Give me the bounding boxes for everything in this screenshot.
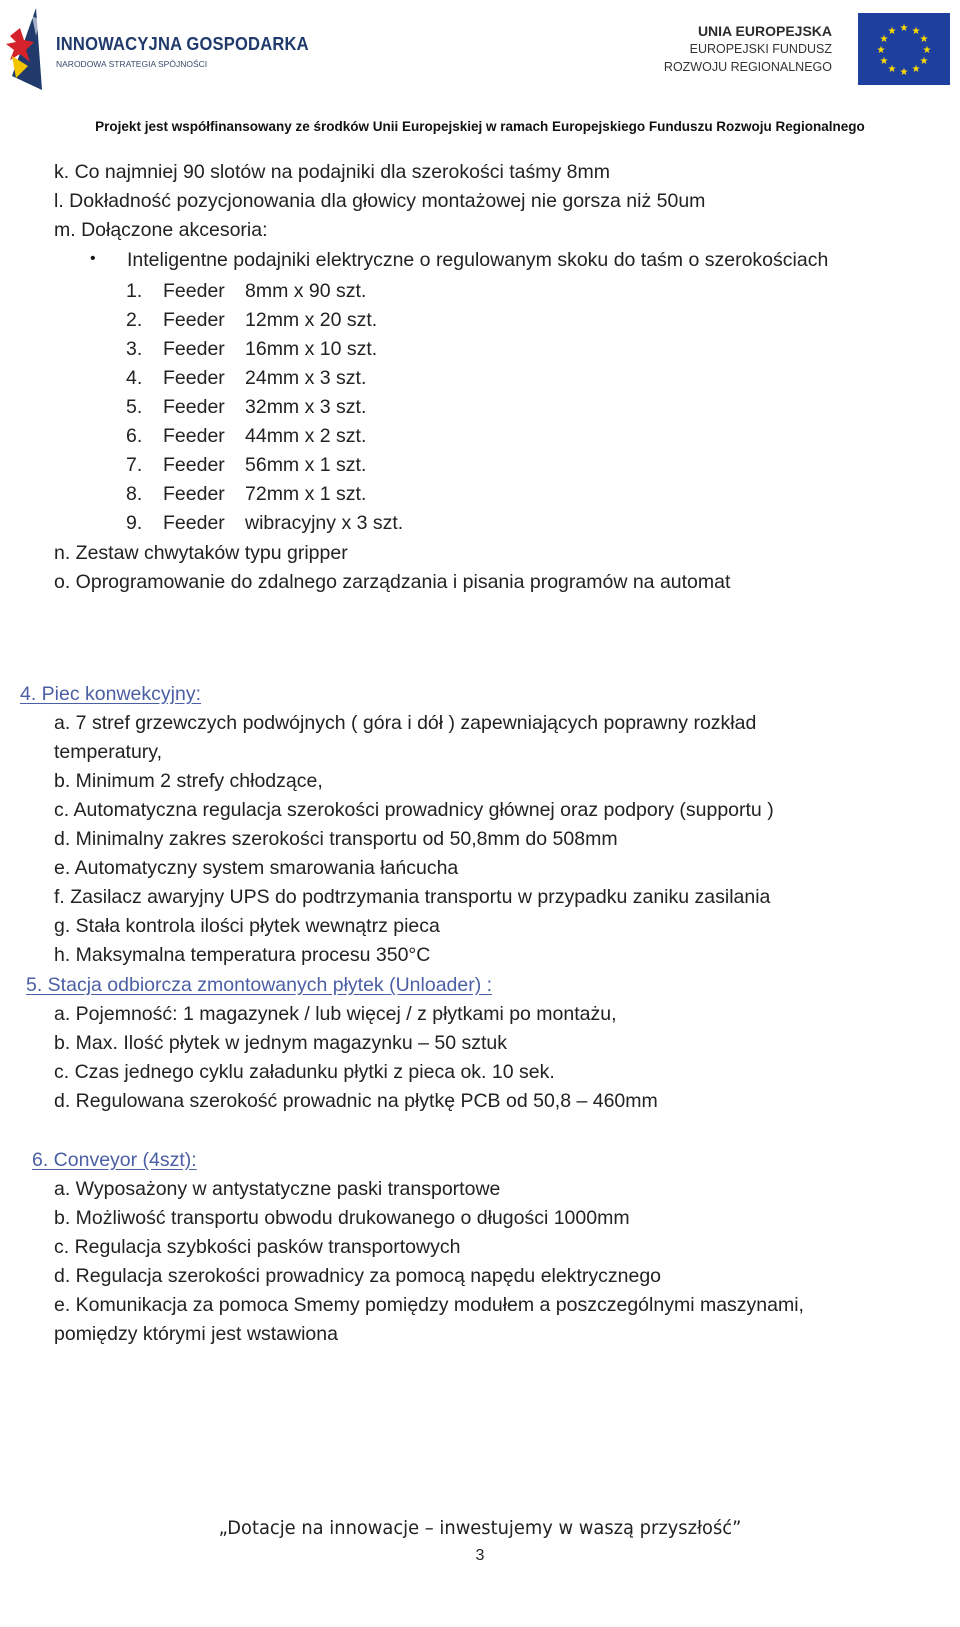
feeder-label: Feeder xyxy=(163,309,225,331)
feeder-label: Feeder xyxy=(163,483,225,505)
page-number: 3 xyxy=(475,1547,485,1564)
feeder-label: Feeder xyxy=(163,396,225,418)
feeder-spec: 12mm x 20 szt. xyxy=(245,309,378,331)
feeder-spec: wibracyjny x 3 szt. xyxy=(245,512,404,534)
eu-logo-text xyxy=(664,22,832,76)
list-item: a. Wyposażony w antystatyczne paski transportowe xyxy=(54,1178,501,1200)
svg-text:★: ★ xyxy=(899,23,909,34)
feeder-spec: 16mm x 10 szt. xyxy=(245,338,378,360)
feeder-item xyxy=(126,366,366,390)
svg-text:★: ★ xyxy=(919,34,929,45)
svg-text:★: ★ xyxy=(919,56,929,67)
logo-left-subtitle: NARODOWA STRATEGIA SPÓJNOŚCI xyxy=(56,59,208,69)
feeder-item xyxy=(126,482,366,506)
feeder-spec: 32mm x 3 szt. xyxy=(245,396,367,418)
feeder-label: Feeder xyxy=(163,367,225,389)
list-item: temperatury, xyxy=(54,741,163,763)
list-item: l. Dokładność pozycjonowania dla głowicy montażowej nie gorsza niż 50um xyxy=(54,190,706,212)
eu-logo xyxy=(650,10,950,90)
innowacyjna-gospodarka-logo xyxy=(6,6,309,96)
list-item: a. 7 stref grzewczych podwójnych ( góra i dół ) zapewniających poprawny rozkład xyxy=(54,712,757,734)
feeder-label: Feeder xyxy=(163,425,225,447)
feeder-spec: 24mm x 3 szt. xyxy=(245,367,367,389)
list-item: k. Co najmniej 90 slotów na podajniki dla szerokości taśmy 8mm xyxy=(54,161,610,183)
bullet-item: Inteligentne podajniki elektryczne o regulowanym skoku do taśm o szerokościach xyxy=(127,249,829,271)
feeder-number: 9. xyxy=(126,512,143,534)
list-item: h. Maksymalna temperatura procesu 350°C xyxy=(54,944,431,966)
feeder-item xyxy=(126,453,366,477)
feeder-label: Feeder xyxy=(163,454,225,476)
feeder-item xyxy=(126,308,377,332)
feeder-spec: 72mm x 1 szt. xyxy=(245,483,367,505)
feeder-number: 8. xyxy=(126,483,143,505)
feeder-spec: 44mm x 2 szt. xyxy=(245,425,367,447)
feeder-number: 1. xyxy=(126,280,143,302)
svg-text:★: ★ xyxy=(922,45,932,56)
svg-text:★: ★ xyxy=(911,26,921,37)
feeder-item xyxy=(126,395,366,419)
list-item: f. Zasilacz awaryjny UPS do podtrzymania transportu w przypadku zaniku zasilania xyxy=(54,886,771,908)
feeder-number: 5. xyxy=(126,396,143,418)
section-5-heading: 5. Stacja odbiorcza zmontowanych płytek (Unloader) : xyxy=(26,974,493,996)
list-item: d. Regulacja szerokości prowadnicy za pomocą napędu elektrycznego xyxy=(54,1265,662,1287)
list-item: n. Zestaw chwytaków typu gripper xyxy=(54,542,348,564)
feeder-item xyxy=(126,424,366,448)
eu-line-3: ROZWOJU REGIONALNEGO xyxy=(663,60,832,74)
svg-text:★: ★ xyxy=(899,67,909,78)
section-4-heading: 4. Piec konwekcyjny: xyxy=(20,683,201,705)
list-item: c. Czas jednego cyklu załadunku płytki z pieca ok. 10 sek. xyxy=(54,1061,555,1083)
feeder-spec: 56mm x 1 szt. xyxy=(245,454,367,476)
logo-left-title: INNOWACYJNA GOSPODARKA xyxy=(56,34,309,54)
list-item: a. Pojemność: 1 magazynek / lub więcej / z płytkami po montażu, xyxy=(54,1003,617,1025)
list-item: e. Automatyczny system smarowania łańcucha xyxy=(54,857,459,879)
svg-text:★: ★ xyxy=(879,56,889,67)
svg-text:★: ★ xyxy=(911,64,921,75)
list-item: b. Możliwość transportu obwodu drukowanego o długości 1000mm xyxy=(54,1207,630,1229)
bullet-icon: • xyxy=(90,250,96,267)
feeder-number: 3. xyxy=(126,338,143,360)
feeder-label: Feeder xyxy=(163,512,225,534)
feeder-spec: 8mm x 90 szt. xyxy=(245,280,367,302)
feeder-item xyxy=(126,511,403,535)
feeder-item xyxy=(126,337,377,361)
list-item: b. Max. Ilość płytek w jednym magazynku – 50 sztuk xyxy=(54,1032,508,1054)
eu-line-2: EUROPEJSKI FUNDUSZ xyxy=(689,42,832,56)
list-item: c. Automatyczna regulacja szerokości prowadnicy głównej oraz podpory (supportu ) xyxy=(54,799,774,821)
feeder-label: Feeder xyxy=(163,338,225,360)
feeder-item xyxy=(126,279,366,303)
feeder-label: Feeder xyxy=(163,280,225,302)
document-header xyxy=(0,0,960,140)
funding-note: Projekt jest współfinansowany ze środków Unii Europejskiej w ramach Europejskiego Funduszu Rozwoju Regionalnego xyxy=(95,119,865,134)
list-item: d. Minimalny zakres szerokości transportu od 50,8mm do 508mm xyxy=(54,828,618,850)
svg-text:★: ★ xyxy=(887,64,897,75)
feeder-number: 2. xyxy=(126,309,143,331)
feeder-number: 7. xyxy=(126,454,143,476)
list-item: g. Stała kontrola ilości płytek wewnątrz pieca xyxy=(54,915,440,937)
list-item: b. Minimum 2 strefy chłodzące, xyxy=(54,770,323,792)
eu-flag-icon xyxy=(858,13,950,85)
footer-slogan: „Dotacje na innowacje – inwestujemy w waszą przyszłość” xyxy=(218,1517,742,1539)
list-item: pomiędzy którymi jest wstawiona xyxy=(54,1323,338,1345)
eu-line-1: UNIA EUROPEJSKA xyxy=(697,23,832,39)
svg-text:★: ★ xyxy=(887,26,897,37)
list-item: e. Komunikacja za pomoca Smemy pomiędzy modułem a poszczególnymi maszynami, xyxy=(54,1294,804,1316)
star-flag-icon xyxy=(6,6,54,92)
list-item: m. Dołączone akcesoria: xyxy=(54,219,268,241)
feeder-number: 4. xyxy=(126,367,143,389)
svg-text:★: ★ xyxy=(876,45,886,56)
list-item: o. Oprogramowanie do zdalnego zarządzania i pisania programów na automat xyxy=(54,571,731,593)
feeder-number: 6. xyxy=(126,425,143,447)
svg-text:★: ★ xyxy=(879,34,889,45)
list-item: c. Regulacja szybkości pasków transportowych xyxy=(54,1236,461,1258)
section-6-heading: 6. Conveyor (4szt): xyxy=(32,1149,197,1171)
list-item: d. Regulowana szerokość prowadnic na płytkę PCB od 50,8 – 460mm xyxy=(54,1090,658,1112)
